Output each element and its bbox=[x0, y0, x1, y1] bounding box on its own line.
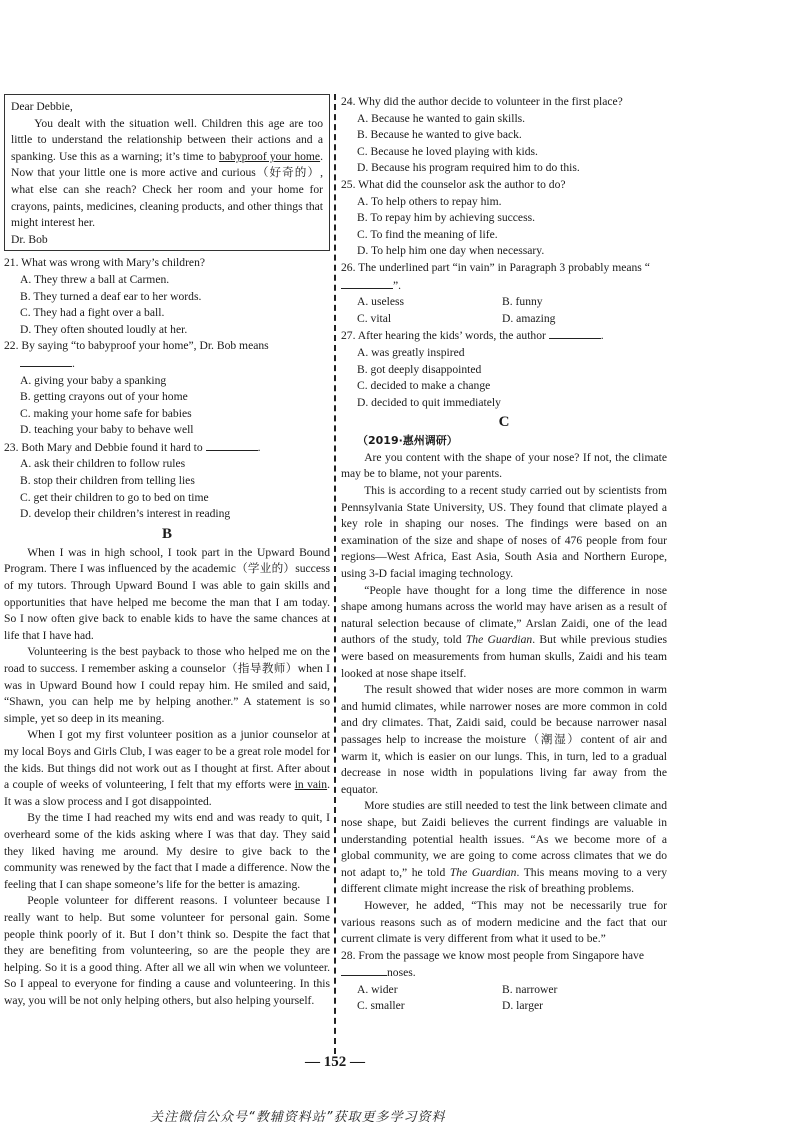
right-column bbox=[341, 94, 667, 1015]
section-b bbox=[4, 525, 330, 1010]
p3-text-b: . It was a slow process and I got disappointed. bbox=[4, 778, 330, 808]
q26-option-c: C. vital bbox=[357, 311, 392, 325]
c-p5-text-b: . This means moving to a very different climate might increase the risk of breathing problems. bbox=[341, 865, 667, 896]
q27-stem bbox=[341, 327, 667, 345]
c-p3-text-a: “People have thought for a long time the difference in nose shape among humans across the world may have arisen as a result of natural selection because of climate,” Arslan Zaidi, one of the lead authors of the study, told bbox=[341, 583, 667, 647]
q26-options-row-2 bbox=[341, 311, 667, 328]
q21-option-b: B. They turned a deaf ear to her words. bbox=[20, 289, 202, 303]
question-26 bbox=[341, 260, 667, 327]
left-column bbox=[4, 94, 330, 1009]
section-b-paragraph-2: Volunteering is the best payback to those who helped me on the road to success. I remember asking a counselor（指导教师）when I was in Upward Bound how I could repay him. He smiled and said, “Shawn, you can help me by helping another.” A statement is so simple, yet so deep in its meaning. bbox=[4, 645, 330, 725]
question-25 bbox=[341, 177, 667, 260]
q28-option-b: B. narrower bbox=[502, 982, 558, 996]
q21-option-c: C. They had a fight over a ball. bbox=[20, 306, 165, 320]
column-divider bbox=[334, 94, 336, 1054]
q24-option-a: A. Because he wanted to gain skills. bbox=[357, 111, 526, 125]
p3-text-a: When I got my first volunteer position as a junior counselor at my local Boys and Girls Club, I was eager to be a great role model for the kids. But things did not work out as I thought at first. After about a couple of weeks of volunteering, I felt that my efforts were bbox=[4, 728, 330, 792]
section-b-paragraph-3 bbox=[4, 727, 330, 810]
q26-blank bbox=[341, 277, 393, 289]
section-c-paragraph-3 bbox=[341, 583, 667, 683]
q26-options-row-1 bbox=[341, 294, 667, 311]
question-27 bbox=[341, 327, 667, 411]
section-c-paragraph-1: Are you content with the shape of your nose? If not, the climate may be to blame, not your parents. bbox=[341, 450, 667, 481]
letter-body-text-2: . Now that your little one is more active and curious（好奇的）, what else can she reach? Check her room and your home for crayons, paints, medicines, cleaning products, and other things that might interest her. bbox=[11, 149, 323, 230]
q28-stem bbox=[341, 948, 667, 982]
q26-option-b: B. funny bbox=[502, 295, 543, 309]
q23-option-d: D. develop their children’s interest in reading bbox=[20, 507, 231, 521]
q22-blank-line bbox=[4, 355, 330, 373]
q27-option-a: A. was greatly inspired bbox=[357, 345, 465, 359]
section-c bbox=[341, 413, 667, 947]
question-22 bbox=[4, 338, 330, 439]
q27-tail: . bbox=[600, 329, 604, 343]
q24-option-c: C. Because he loved playing with kids. bbox=[357, 144, 538, 158]
c-p3-text-b: . But while previous studies were based on measurements from human skulls, Zaidi and his team looked at nose shape itself. bbox=[341, 633, 667, 680]
q22-stem: 22. By saying “to babyproof your home”, Dr. Bob means bbox=[4, 339, 269, 353]
q28-stem-text: 28. From the passage we know most people from Singapore have bbox=[341, 948, 644, 962]
q28-blank bbox=[341, 964, 387, 976]
q22-option-d: D. teaching your baby to behave well bbox=[20, 423, 194, 437]
question-24 bbox=[341, 94, 667, 177]
q27-blank bbox=[549, 327, 601, 339]
q28-options-row-2 bbox=[341, 998, 667, 1015]
q21-option-d: D. They often shouted loudly at her. bbox=[20, 322, 188, 336]
section-c-paragraph-6: However, he added, “This may not be necessarily true for various reasons such as of modern medicine and the fact that our current climate is very different from what it used to be.” bbox=[341, 898, 667, 946]
q21-option-a: A. They threw a ball at Carmen. bbox=[20, 272, 170, 286]
q27-stem-text: 27. After hearing the kids’ words, the author bbox=[341, 329, 546, 343]
q25-stem: 25. What did the counselor ask the author to do? bbox=[341, 177, 566, 191]
q26-stem bbox=[341, 260, 667, 294]
q28-stem-tail: noses. bbox=[387, 966, 416, 980]
q23-option-c: C. get their children to go to bed on time bbox=[20, 490, 209, 504]
section-c-title: C bbox=[498, 414, 510, 431]
q28-options-row-1 bbox=[341, 982, 667, 999]
q27-option-c: C. decided to make a change bbox=[357, 379, 491, 393]
q22-option-c: C. making your home safe for babies bbox=[20, 406, 192, 420]
q28-option-d: D. larger bbox=[502, 999, 543, 1013]
q22-blank-tail: . bbox=[72, 356, 75, 370]
q27-option-b: B. got deeply disappointed bbox=[357, 362, 482, 376]
section-b-title: B bbox=[161, 525, 172, 542]
in-vain-underline: in vain bbox=[294, 778, 328, 792]
q23-stem bbox=[4, 439, 330, 457]
question-21 bbox=[4, 255, 330, 338]
q23-stem-text: 23. Both Mary and Debbie found it hard to bbox=[4, 440, 203, 454]
q25-option-d: D. To help him one day when necessary. bbox=[357, 244, 545, 258]
section-b-paragraph-4: By the time I had reached my wits end and was ready to quit, I overheard some of the kids asking where I was that day. They said they liked having me around. My desire to give back to the community was renewed by the fact that I made a difference. Now the feeling that I can shape someone’s life for the better is amazing. bbox=[4, 811, 330, 891]
c-p5-italic: The Guardian bbox=[449, 865, 517, 879]
q28-option-a: A. wider bbox=[357, 982, 398, 996]
q23-option-b: B. stop their children from telling lies bbox=[20, 474, 195, 488]
question-28 bbox=[341, 948, 667, 1015]
section-c-paragraph-2: This is according to a recent study carried out by scientists from Pennsylvania State University, US. They found that climate played a key role in shaping our noses. The findings were based on an examination of the size and shape of noses of 476 people from four regions—West Africa, East Asia, South Asia and Northern Europe, using 3-D facial imaging technology. bbox=[341, 484, 667, 581]
q23-tail: . bbox=[257, 440, 261, 454]
q21-stem: 21. What was wrong with Mary’s children? bbox=[4, 256, 206, 270]
section-b-paragraph-1: When I was in high school, I took part in the Upward Bound Program. There I was influenced by the academic（学业的）success of my tutors. Through Upward Bound I was able to gain skills and opportunities that have helped me become the man that I am today. So I now often give back to enable kids to have the same chances at life that I have had. bbox=[4, 545, 330, 642]
q22-option-a: A. giving your baby a spanking bbox=[20, 373, 167, 387]
letter-signature: Dr. Bob bbox=[11, 232, 48, 246]
q24-option-b: B. Because he wanted to give back. bbox=[357, 128, 522, 142]
q25-option-a: A. To help others to repay him. bbox=[357, 194, 502, 208]
question-23 bbox=[4, 439, 330, 523]
q27-option-d: D. decided to quit immediately bbox=[357, 395, 501, 409]
q28-option-c: C. smaller bbox=[357, 999, 405, 1013]
q25-option-c: C. To find the meaning of life. bbox=[357, 227, 498, 241]
section-c-paragraph-4: The result showed that wider noses are more common in warm and humid climates, while narrower noses are more common in cold and dry climates. That, Zaidi said, could be because narrower nasal passages help to increase the moisture（潮湿）content of air and warm it, which is easier on our lungs. This, in turn, led to a gradual decrease in nose width in populations living far away from the equator. bbox=[341, 683, 667, 796]
letter-box bbox=[4, 94, 330, 251]
q25-option-b: B. To repay him by achieving success. bbox=[357, 211, 535, 225]
q24-stem: 24. Why did the author decide to volunteer in the first place? bbox=[341, 95, 623, 108]
q26-option-a: A. useless bbox=[357, 295, 405, 309]
q26-tail: ”. bbox=[393, 278, 402, 292]
section-b-paragraph-5: People volunteer for different reasons. I volunteer because I really want to help. But some volunteer for personal gain. Some people think poorly of it. But I don’t think so. Despite the fact that they are benefiting from volunteering, so are the people they are helping. So it is a good thing. After all we all win when we volunteer. So I appeal to everyone for finding a cause and volunteering. In this way, you will be not only helping others, but also helping yourself. bbox=[4, 894, 330, 1007]
section-c-source: （2019·惠州调研） bbox=[357, 434, 458, 448]
q22-blank bbox=[20, 355, 72, 367]
c-p3-italic: The Guardian bbox=[465, 633, 533, 647]
q26-stem-text: 26. The underlined part “in vain” in Paragraph 3 probably means “ bbox=[341, 260, 650, 274]
c-p5-text-a: More studies are still needed to test the link between climate and nose shape, but Zaidi believes the current findings are valuable in understanding potential health issues. “As we become more of a global community, we are going to come across climates that we do not adapt to,” he told bbox=[341, 799, 667, 879]
letter-underline: babyproof your home bbox=[219, 149, 321, 163]
q26-option-d: D. amazing bbox=[502, 311, 556, 325]
letter-salutation: Dear Debbie, bbox=[11, 100, 73, 113]
letter-body-text: You dealt with the situation well. Children this age are too little to understand the relationship between their actions and a spanking. Use this as a warning; it’s time to bbox=[11, 116, 323, 163]
page-number: — 152 — bbox=[305, 1054, 365, 1070]
section-c-paragraph-5 bbox=[341, 798, 667, 898]
q23-option-a: A. ask their children to follow rules bbox=[20, 457, 186, 471]
q24-option-d: D. Because his program required him to do this. bbox=[357, 161, 580, 175]
q23-blank bbox=[206, 439, 258, 451]
q22-option-b: B. getting crayons out of your home bbox=[20, 390, 188, 404]
letter-body bbox=[11, 116, 323, 232]
footer-note: 关注微信公众号“教辅资料站”获取更多学习资料 bbox=[150, 1110, 446, 1125]
